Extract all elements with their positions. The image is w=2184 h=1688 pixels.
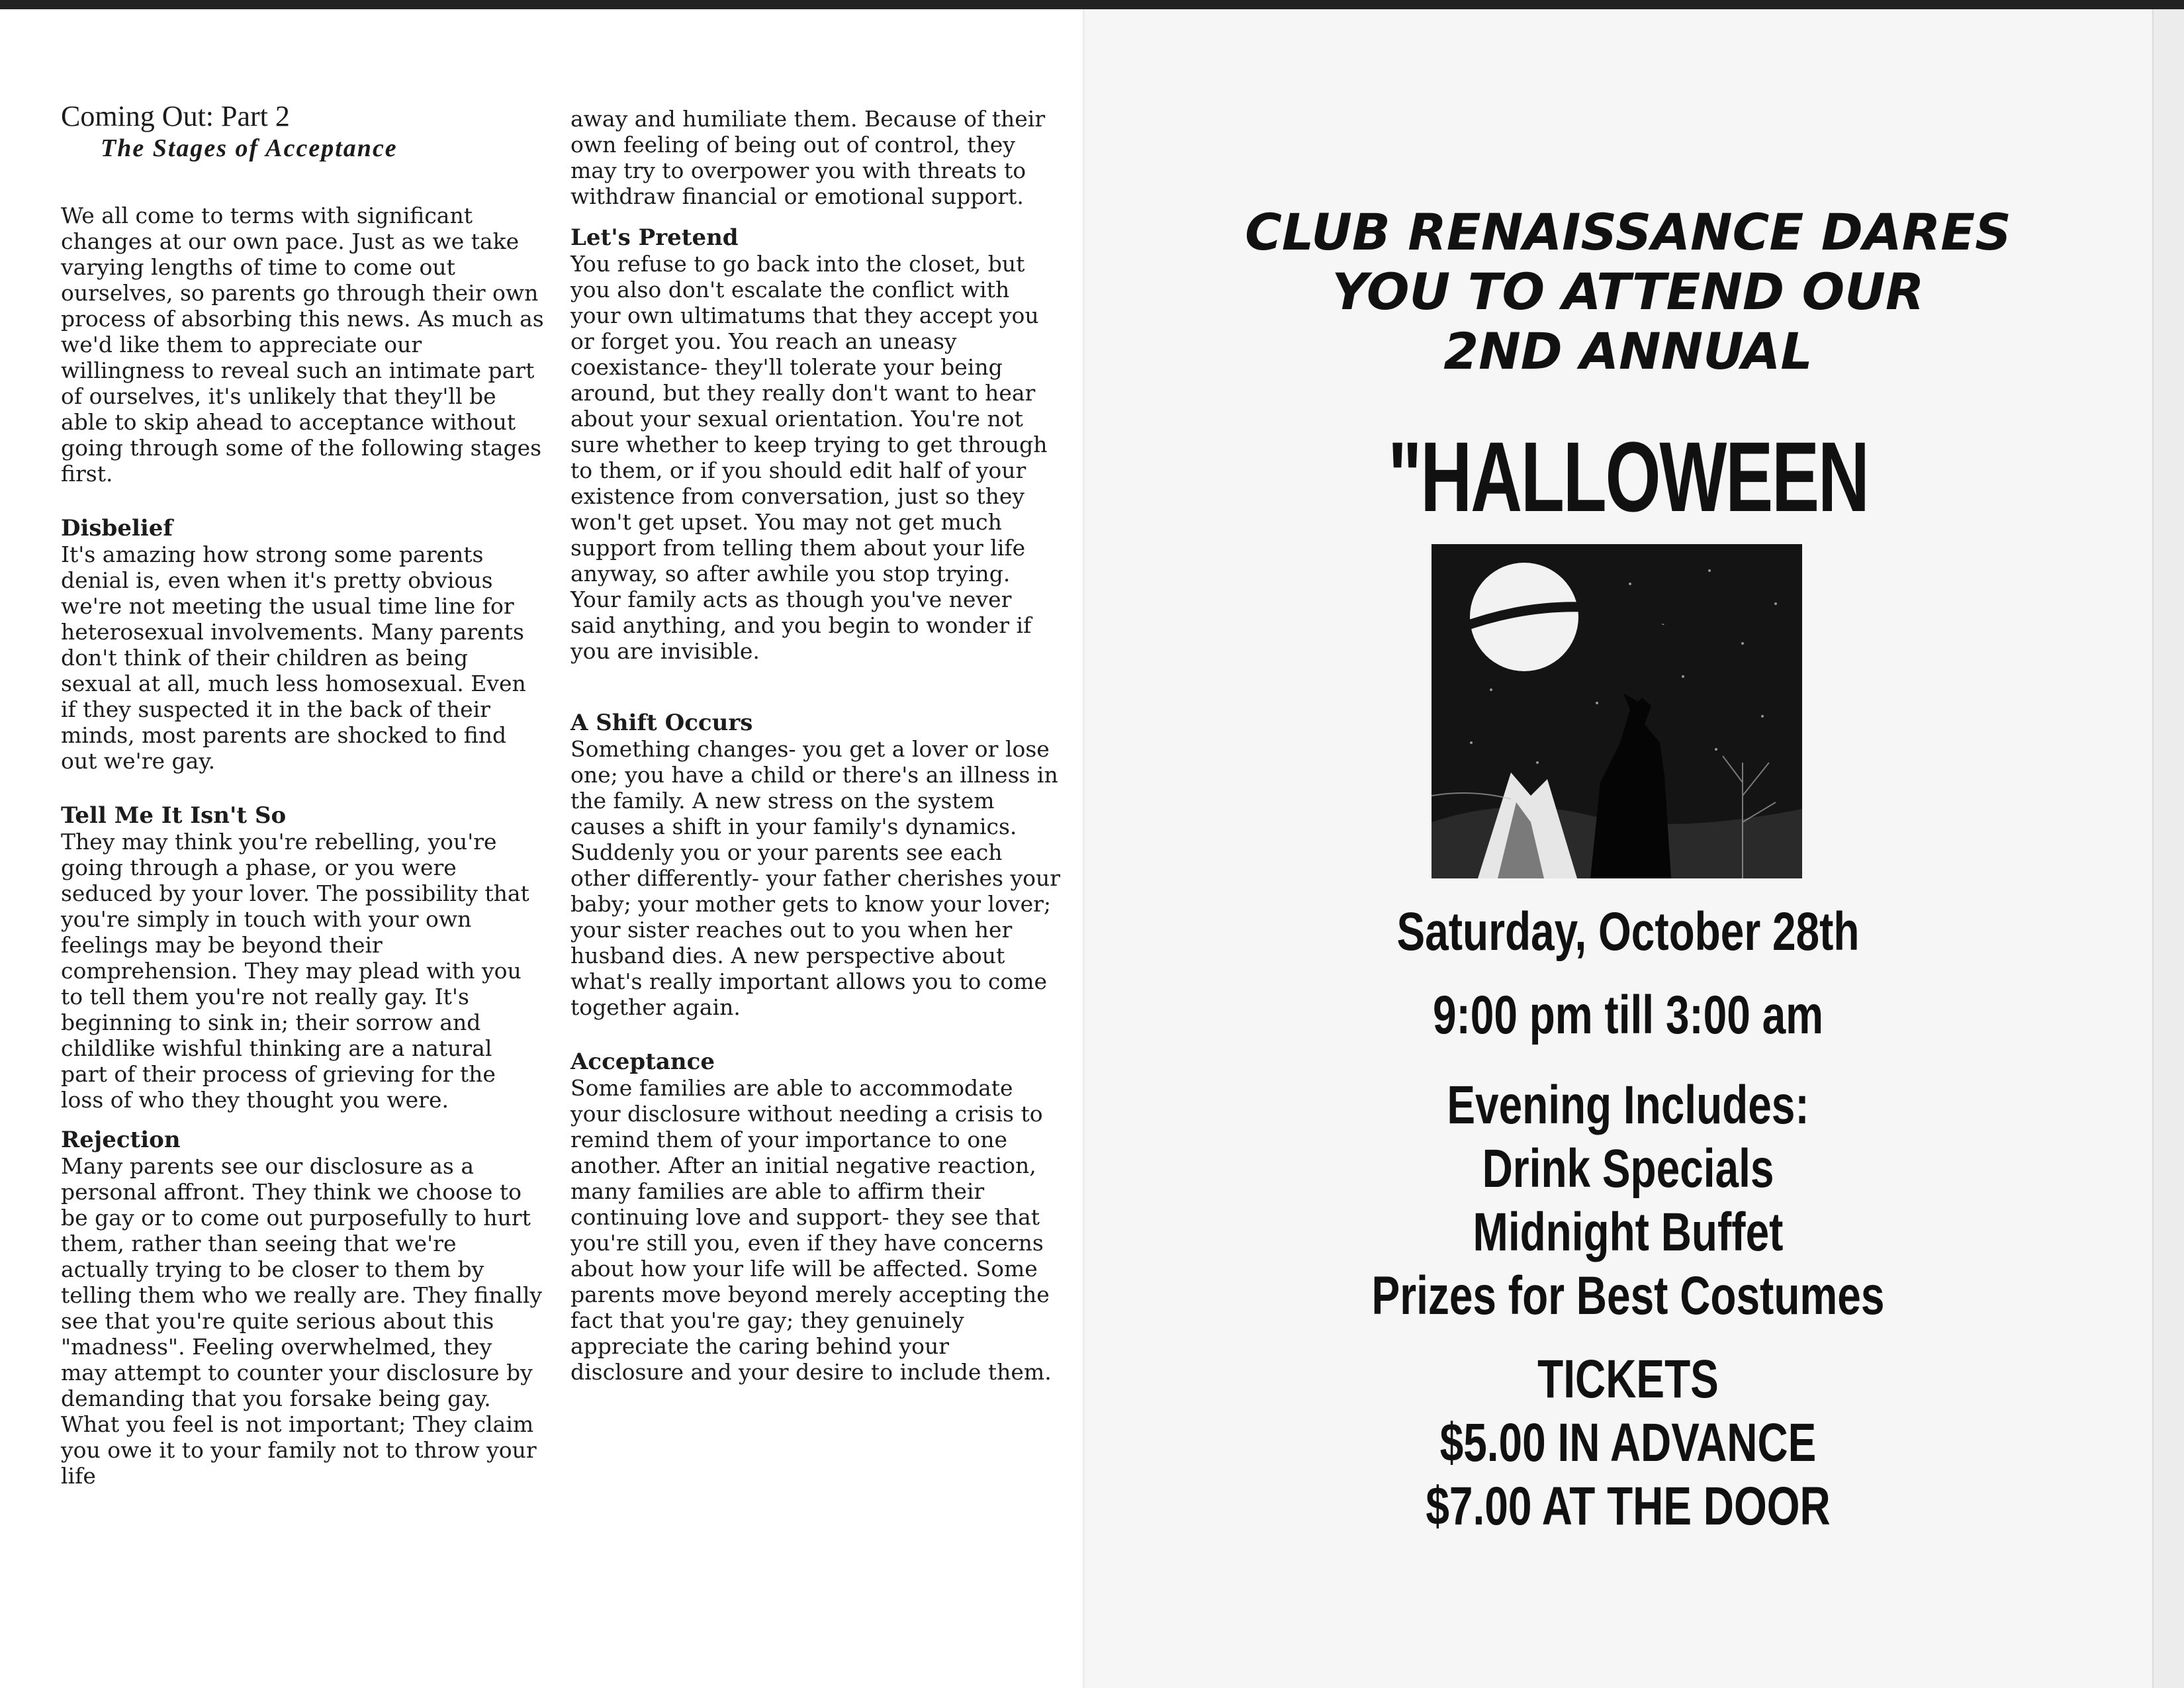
include-costume-prizes: Prizes for Best Costumes: [1371, 1266, 1885, 1326]
headline-line-1: CLUB RENAISSANCE DARES: [1245, 203, 2011, 261]
section-text-pretend: You refuse to go back into the closet, but you also don't escalate the conflict with your own ultimatums that they accept you or forget you. You reach an uneasy coexistance- they'll tolerate your being around, but they really don't want to hear about your sexual orientation. You're not sure whether to keep trying to get through to them, or if you should edit half of your existence from conversation, just so they won't get upset. You may not get much support from telling them about your life anyway, so after awhile you stop trying. Your family acts as though you've never said anything, and you begin to wonder if you are invisible.: [570, 251, 1048, 664]
event-details: [1138, 900, 2118, 1538]
event-name: "HALLOWEEN: [1388, 421, 1868, 532]
tickets-heading: TICKETS: [1537, 1349, 1719, 1409]
section-text-shift: Something changes- you get a lover or lose one; you have a child or there's an illness in the family. A new stress on the system causes a shift in your family's dynamics. Suddenly you or your parents see each other differently- your father cherishes your baby; your mother gets to know your lover; your sister reaches out to you when her husband dies. A new perspective about what's really important allows you to come together again.: [570, 736, 1060, 1020]
section-text-disbelief: It's amazing how strong some parents denial is, even when it's pretty obvious we're not meeting the usual time line for heterosexual involvements. Many parents don't think of their children as being sexual at all, much less homosexual. Even if they suspected it in the back of their minds, most parents are shocked to find out we're gay.: [61, 541, 526, 774]
include-drink-specials: Drink Specials: [1482, 1139, 1774, 1199]
section-heading-tell-me: Tell Me It Isn't So: [61, 802, 287, 829]
section-text-rejection-cont: away and humiliate them. Because of their own feeling of being out of control, they may try to overpower you with threats to withdraw financial or emotional support.: [570, 106, 1046, 209]
article-title: Coming Out: Part 2: [61, 100, 290, 132]
section-heading-shift: A Shift Occurs: [570, 710, 753, 736]
section-text-rejection: Many parents see our disclosure as a personal affront. They think we choose to be gay or to come out purposefully to hurt them, rather than seeing that we're actually trying to be closer to them by telling them who we really are. They finally see that you're quite serious about this "madness". Feeling overwhelmed, they may attempt to counter your disclosure by demanding that you forsake being gay. What you feel is not important; They claim you owe it to your family not to throw your life: [61, 1153, 543, 1489]
article-column-1: [61, 99, 544, 1489]
scan-top-edge: [0, 0, 2184, 9]
section-heading-pretend: Let's Pretend: [570, 224, 739, 251]
ticket-price-door: $7.00 AT THE DOOR: [1426, 1476, 1831, 1536]
event-date: Saturday, October 28th: [1396, 902, 1860, 962]
include-midnight-buffet: Midnight Buffet: [1473, 1202, 1784, 1262]
ticket-price-advance: $5.00 IN ADVANCE: [1439, 1413, 1817, 1473]
article-subtitle: The Stages of Acceptance: [101, 134, 398, 162]
article-column-2: [570, 106, 1060, 1385]
section-heading-rejection: Rejection: [61, 1127, 181, 1153]
flyer-headline: [1138, 203, 2118, 381]
section-heading-disbelief: Disbelief: [61, 515, 173, 541]
headline-line-3: 2ND ANNUAL: [1443, 322, 1813, 381]
wolf-moon-icon: [1432, 544, 1802, 878]
section-text-acceptance: Some families are able to accommodate your disclosure without needing a crisis to remind them of your importance to one another. After an initial negative reaction, many families are able to affirm their continuing love and support- they see that you're still you, even if they have concerns about how your life will be affected. Some parents move beyond merely accepting the fact that you're gay; they genuinely appreciate the caring behind your disclosure and your desire to include them.: [570, 1075, 1052, 1385]
section-heading-acceptance: Acceptance: [570, 1049, 715, 1075]
article-intro: We all come to terms with significant changes at our own pace. Just as we take varying lengths of time to come out ourselves, so parents go through their own process of absorbing this news. As much as we'd like them to appreciate our willingness to reveal such an intimate part of ourselves, it's unlikely that they'll be able to skip ahead to acceptance without going through some of the following stages first.: [61, 203, 544, 487]
page-fold: [1083, 9, 1087, 1688]
paper-edge: [2152, 9, 2184, 1688]
includes-heading: Evening Includes:: [1447, 1075, 1809, 1135]
section-text-tell-me: They may think you're rebelling, you're going through a phase, or you were seduced by your lover. The possibility that you're simply in touch with your own feelings may be beyond their comprehension. They may plead with you to tell them you're not really gay. It's beginning to sink in; their sorrow and childlike wishful thinking are a natural part of their process of grieving for the loss of who they thought you were.: [61, 829, 529, 1113]
headline-line-2: YOU TO ATTEND OUR: [1332, 262, 1925, 321]
event-time: 9:00 pm till 3:00 am: [1432, 985, 1824, 1045]
howling-wolf-moon-illustration: [1432, 544, 1802, 878]
